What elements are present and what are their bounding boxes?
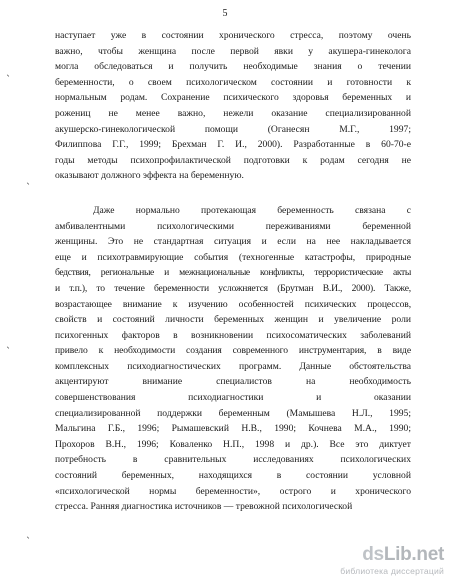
text-line: Прохоров В.Н., 1996; Коваленко Н.П., 1998 и др.). Все это диктует — [55, 438, 411, 450]
paragraph-2 — [55, 203, 411, 515]
text-line: наступает уже в состоянии хронического стресса, поэтому очень — [55, 30, 411, 41]
text-line: совершенствования психодиагностики и оказании — [55, 392, 411, 404]
text-line: Даже нормально протекающая беременность связана с — [93, 204, 411, 216]
text-line: акушерско-гинекологической помощи (Оганесян М.Г., 1997; — [55, 123, 411, 135]
text-line: рожениц не менее важно, нежели оказание специализированной — [55, 107, 411, 119]
text-line: «психологической нормы беременности», острого и хронического — [55, 485, 411, 497]
text-line: бедствия, региональные и межнациональные конфликты, террористические акты — [55, 267, 411, 279]
text-line: акцентируют внимание специалистов на необходимость — [55, 376, 411, 388]
text-line: возрастающее внимание к изучению особенностей психических процессов, — [55, 298, 411, 310]
text-line: и т.п.), то течение беременности усложняется (Брутман В.И., 2000). Также, — [55, 282, 411, 294]
text-line: привело к необходимости создания современного инструментария, в виде — [55, 345, 411, 357]
text-line: беременности, о своем психологическом состоянии и готовности к — [55, 76, 411, 88]
scan-mark: ˎ — [26, 528, 31, 539]
text-line: свойств и состояний личности беременных женщин и увеличение роли — [55, 314, 411, 326]
text-line: годы методы психопрофилактической подготовки к родам сегодня не — [55, 154, 411, 166]
scan-mark: ˎ — [26, 174, 31, 185]
text-line: Мальгина Г.Б., 1996; Рымашевский Н.В., 1990; Кочнева М.А., 1990; — [55, 423, 411, 435]
text-line: могла обследоваться и получить необходимые знания о течении — [55, 61, 411, 73]
watermark-logo — [332, 544, 444, 578]
text-line: амбивалентными психологическими переживаниями беременной — [55, 220, 411, 232]
text-line-partial: стресса. Ранняя диагностика источников — тревожной психологической — [55, 501, 353, 513]
document-body — [55, 28, 411, 515]
scan-mark: ˎ — [6, 338, 11, 349]
text-line: важно, чтобы женщина после первой явки у акушера-гинеколога — [55, 45, 411, 57]
text-line: специализированной поддержки беременным (Мамышева Н.Л., 1995; — [55, 407, 411, 419]
watermark-title: dsLib.net — [362, 544, 444, 565]
text-line: женщины. Это не стандартная ситуация и если на нее накладывается — [55, 236, 411, 248]
text-line: оказывают должного эффекта на беременную. — [55, 170, 244, 182]
text-line: психогенных факторов в возникновении психосоматических заболеваний — [55, 329, 411, 341]
scan-mark: ˎ — [6, 66, 11, 77]
watermark-subtitle: библиотека диссертаций — [340, 566, 444, 576]
page-number: 5 — [222, 8, 228, 19]
text-line: нормальным родам. Сохранение психического здоровья беременных и — [55, 92, 411, 104]
text-line: еще и психотравмирующие события (техногенные катастрофы, природные — [55, 251, 411, 263]
text-line: комплексных психодиагностических программ. Данные обстоятельства — [55, 360, 411, 372]
text-line: Филиппова Г.Г., 1999; Брехман Г. И., 2000). Разработанные в 60-70-е — [55, 139, 411, 151]
text-line: состояний беременных, находящихся в состоянии условной — [55, 470, 411, 482]
paragraph-1 — [55, 28, 411, 184]
text-line: потребность в сравнительных исследованиях психологических — [55, 454, 411, 466]
